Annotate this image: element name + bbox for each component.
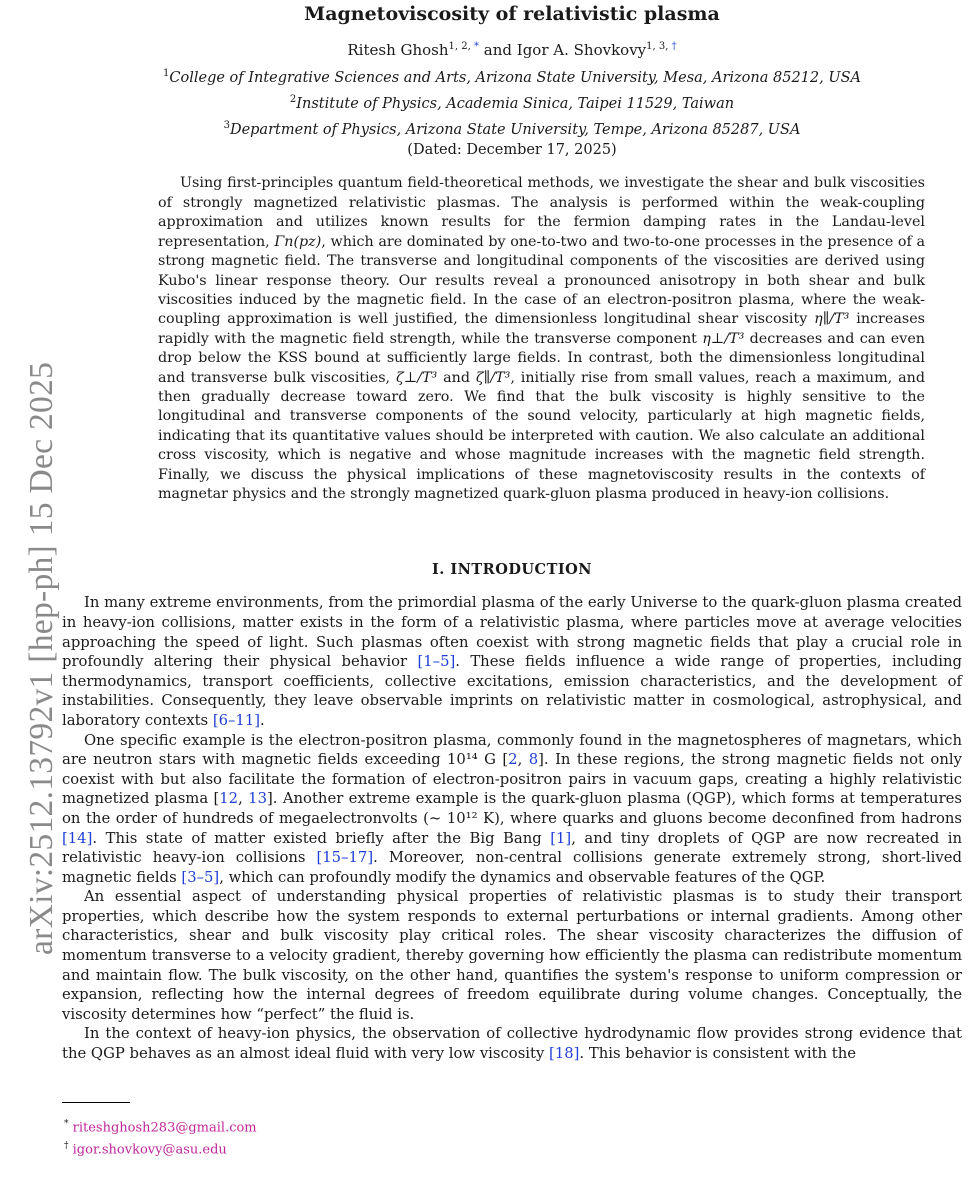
intro-paragraph-2: One specific example is the electron-positron plasma, commonly found in the magnetospheres of magnetars, which are neutron stars with magnetic fields exceeding 10¹⁴ G [2, 8]. In these regions, the strong magnetic fields not only coexist with but also facilitate the formation of electron-positron pairs in vacuum gaps, creating a highly relativistic magnetized plasma [12, 13]. Another extreme example is the quark-gluon plasma (QGP), which forms at temperatures on the order of hundreds of megaelectronvolts (~ 10¹² K), where quarks and gluons become deconfined from hadrons [14]. This state of matter existed briefly after the Big Bang [1], and tiny droplets of QGP are now recreated in relativistic heavy-ion collisions [15–17]. Moreover, non-central collisions generate extremely strong, short-lived magnetic fields [3–5], which can profoundly modify the dynamics and observable features of the QGP. [62,731,963,886]
author-2-footnote-link[interactable]: † [671,41,677,52]
math-zeta-transverse: ζ⊥/T³ [395,369,438,386]
paper-page [62,0,962,1159]
author-conjunction: and [483,41,512,59]
author-1-affil-marks: 1, 2, [448,41,474,52]
citation-link[interactable]: [18] [549,1045,580,1063]
footnote-divider [62,1102,130,1103]
section-heading-introduction: I. INTRODUCTION [431,561,593,579]
citation-link[interactable]: [1] [550,829,572,847]
footnote-2: † igor.shovkovy@asu.edu [64,1140,227,1158]
intro-paragraph-3: An essential aspect of understanding physical properties of relativistic plasmas is to study their transport properties, which describe how the system responds to external perturbations or internal gradients. Among other characteristics, shear and bulk viscosity play critical roles. The shear viscosity characterizes the diffusion of momentum transverse to a velocity gradient, thereby governing how efficiently the plasma can redistribute momentum and maintain flow. The bulk viscosity, on the other hand, quantifies the system's response to uniform compression or expansion, reflecting how the internal degrees of freedom equilibrate during volume changes. Conceptually, the viscosity determines how “perfect” the fluid is. [62,888,962,1023]
arxiv-identifier[interactable]: arXiv:2512.13792v1 [hep-ph] 15 Dec 2025 [23,361,60,955]
date-line: (Dated: December 17, 2025) [407,142,617,159]
citation-link[interactable]: 12 [219,790,239,808]
email-link[interactable]: igor.shovkovy@asu.edu [72,1142,227,1158]
affiliation-3: $^3$Department of Physics, Arizona State University, Tempe, Arizona 85287, USA [223,119,801,138]
affiliation-1: $^1$College of Integrative Sciences and Arts, Arizona State University, Mesa, Arizona 85212, USA [163,68,861,86]
citation-link[interactable]: [3–5] [181,868,220,886]
introduction-body [62,593,962,1063]
abstract: Using first-principles quantum field-theoretical methods, we investigate the shear and bulk viscosities of strongly magnetized relativistic plasmas. The analysis is performed within the weak-coupling approximation and utilizes known results for the fermion damping rates in the Landau-level representation, Γn(pz), which are dominated by one-to-two and two-to-one processes in the presence of a strong magnetic field. The transverse and longitudinal components of the viscosities are derived using Kubo's linear response theory. Our results reveal a pronounced anisotropy in both shear and bulk viscosities induced by the magnetic field. In the case of an electron-positron plasma, where the weak-coupling approximation is well justified, the dimensionless longitudinal shear viscosity η∥/T³ increases rapidly with the magnetic field strength, while the transverse component η⊥/T³ decreases and can even drop below the KSS bound at sufficiently large fields. In contrast, both the dimensionless longitudinal and transverse bulk viscosities, ζ⊥/T³ and ζ∥/T³, initially rise from small values, reach a maximum, and then gradually decrease toward zero. We find that the bulk viscosity is highly sensitive to the longitudinal and transverse components of the sound velocity, particularly at high magnetic fields, indicating that its quantitative values should be interpreted with caution. We also calculate an additional cross viscosity, which is negative and whose magnitude increases with the magnetic field strength. Finally, we discuss the physical implications of these magnetoviscosity results in the contexts of magnetar physics and the strongly magnetized quark-gluon plasma produced in heavy-ion collisions. [158,175,925,502]
author-2-name: Igor A. Shovkovy [516,41,647,59]
footnote-1: * riteshghosh283@gmail.com [64,1118,257,1135]
citation-link[interactable]: [6–11] [212,711,261,729]
math-zeta-longitudinal: ζ∥/T³ [475,369,511,386]
intro-paragraph-4: In the context of heavy-ion physics, the observation of collective hydrodynamic flow provides strong evidence that the QGP behaves as an almost ideal fluid with very low viscosity [18]. This behavior is consistent with the [62,1025,962,1063]
author-1-name: Ritesh Ghosh [347,41,449,59]
arxiv-sidebar-stamp [0,0,60,1200]
citation-link[interactable]: [14] [62,829,93,847]
citation-link[interactable]: 8 [528,751,539,769]
footnotes [62,1115,962,1160]
affiliations [62,63,962,140]
math-damping-rate: Γn(pz) [274,233,322,250]
affiliation-2: $^2$Institute of Physics, Academia Sinica, Taipei 11529, Taiwan [289,93,735,112]
math-eta-transverse: η⊥/T³ [702,330,745,347]
citation-link[interactable]: 13 [248,790,268,808]
citation-link[interactable]: 2 [508,751,518,769]
author-1-footnote-link[interactable]: * [474,41,479,52]
intro-paragraph-1: In many extreme environments, from the primordial plasma of the early Universe to the quark-gluon plasma created in heavy-ion collisions, matter exists in the form of a relativistic plasma, where particles move at average velocities approaching the speed of light. Such plasmas often coexist with strong magnetic fields that play a crucial role in profoundly altering their physical behavior [1–5]. These fields influence a wide range of properties, including thermodynamics, transport coefficients, collective excitations, emission characteristics, and the development of instabilities. Consequently, they leave observable imprints on relativistic matter in cosmological, astrophysical, and laboratory contexts [6–11]. [62,594,963,729]
citation-link[interactable]: [1–5] [417,653,456,671]
author-line [62,41,962,63]
math-eta-longitudinal: η∥/T³ [814,311,850,328]
citation-link[interactable]: [15–17] [316,849,374,867]
paper-title: Magnetoviscosity of relativistic plasma [304,3,720,25]
email-link[interactable]: riteshghosh283@gmail.com [72,1119,257,1135]
author-2-affil-marks: 1, 3, [646,41,672,52]
